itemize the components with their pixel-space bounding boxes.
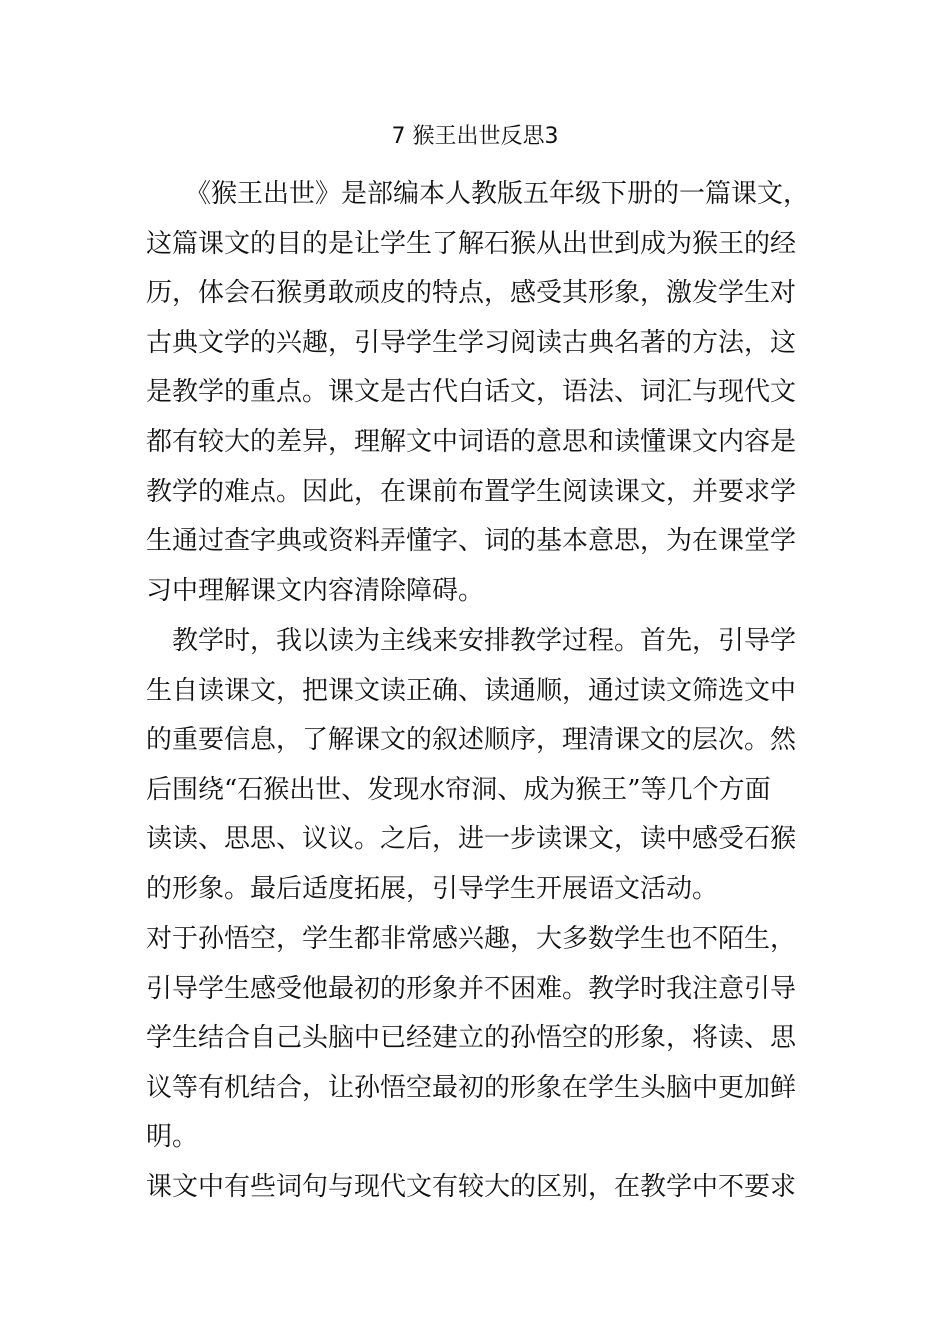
paragraph-line: 后围绕“石猴出世、发现水帘洞、成为猴王”等几个方面 (146, 774, 771, 805)
paragraph-line: 引导学生感受他最初的形象并不困难。教学时我注意引导 (146, 973, 797, 1004)
paragraph-line: 这篇课文的目的是让学生了解石猴从出世到成为猴王的经 (146, 228, 797, 259)
paragraph-line: 是教学的重点。课文是古代白话文，语法、词汇与现代文 (146, 377, 797, 408)
paragraph-line: 生通过查字典或资料弄懂字、词的基本意思，为在课堂学 (146, 526, 797, 557)
paragraph-line: 对于孙悟空，学生都非常感兴趣，大多数学生也不陌生， (146, 924, 797, 954)
paragraph-2 (146, 617, 836, 915)
paragraph-4 (146, 1163, 836, 1213)
paragraph-line: 议等有机结合，让孙悟空最初的形象在学生头脑中更加鲜 (146, 1072, 797, 1103)
paragraph-line: 教学的难点。因此，在课前布置学生阅读课文，并要求学 (146, 476, 797, 507)
paragraph-line: 《猴王出世》是部编本人教版五年级下册的一篇课文， (146, 179, 810, 209)
paragraph-line: 的形象。最后适度拓展，引导学生开展语文活动。 (146, 873, 719, 904)
document-title: 7 猴王出世反思3 (391, 124, 559, 149)
paragraph-line: 生自读课文，把课文读正确、读通顺，通过读文筛选文中 (146, 675, 797, 706)
paragraph-line: 古典文学的兴趣，引导学生学习阅读古典名著的方法，这 (146, 327, 797, 358)
paragraph-line: 都有较大的差异，理解文中词语的意思和读懂课文内容是 (146, 426, 797, 457)
paragraph-line: 习中理解课文内容清除障碍。 (146, 575, 485, 606)
paragraph-line: 历，体会石猴勇敢顽皮的特点，感受其形象，激发学生对 (146, 278, 797, 309)
paragraph-3 (146, 915, 836, 1163)
paragraph-line: 读读、思思、议议。之后，进一步读课文，读中感受石猴 (146, 824, 797, 855)
paragraph-line: 课文中有些词句与现代文有较大的区别，在教学中不要求 (146, 1172, 797, 1202)
paragraph-line: 明。 (146, 1122, 199, 1153)
paragraph-1 (146, 170, 836, 616)
paragraph-line: 的重要信息，了解课文的叙述顺序，理清课文的层次。然 (146, 725, 797, 756)
paragraph-line: 学生结合自己头脑中已经建立的孙悟空的形象，将读、思 (146, 1023, 797, 1054)
paragraph-line: 教学时，我以读为主线来安排教学过程。首先，引导学 (146, 626, 797, 656)
